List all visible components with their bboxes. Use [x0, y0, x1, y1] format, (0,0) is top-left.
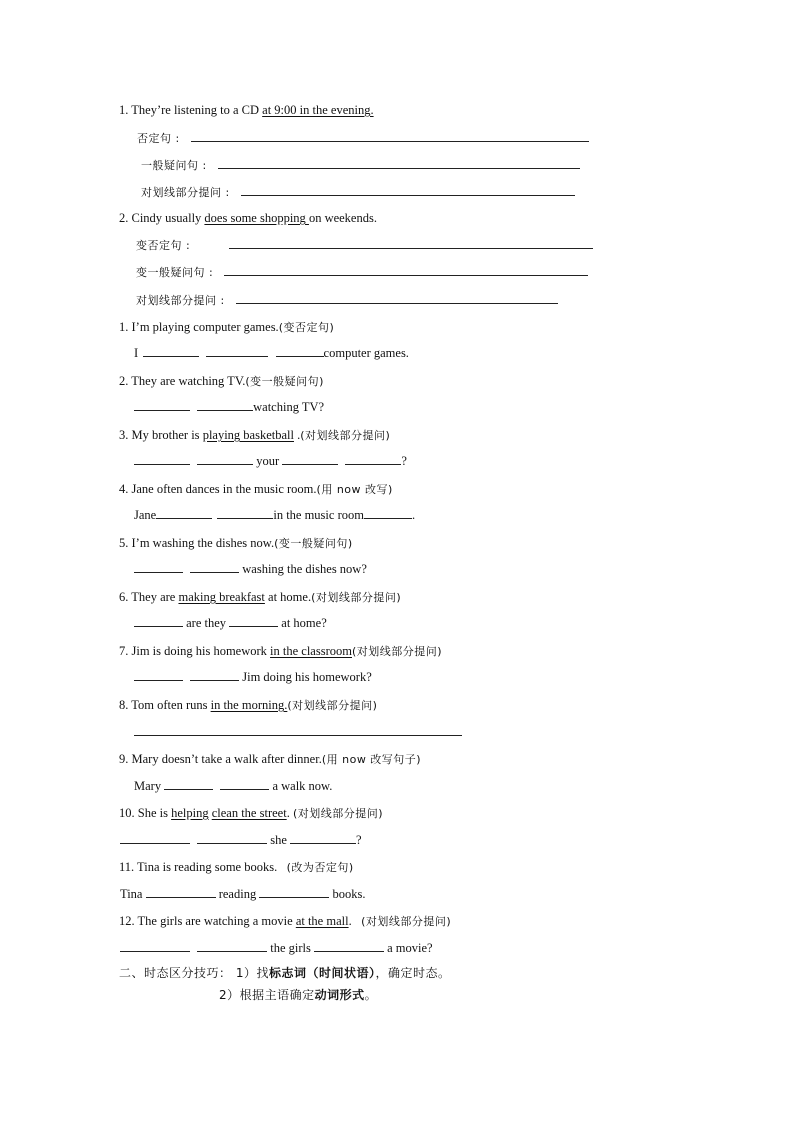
yes-no-label: 变一般疑问句 : [136, 266, 214, 279]
item-1-answer: I computer games. [134, 346, 409, 360]
wh-answer-row [136, 292, 558, 309]
item-2-answer: watching TV? [134, 399, 324, 415]
answer-blank[interactable] [120, 832, 190, 844]
item-12-answer: the girls a movie? [120, 940, 433, 956]
answer-blank[interactable] [120, 940, 190, 952]
answer-blank[interactable] [276, 345, 324, 357]
answer-line[interactable] [224, 264, 588, 276]
answer-line[interactable] [236, 292, 558, 304]
item-8-question: 8. Tom often runs in the morning.(对划线部分提问) [119, 698, 378, 712]
answer-blank[interactable] [217, 507, 273, 519]
item-3-answer: your ? [134, 453, 407, 469]
item-10-question: 10. She is helping clean the street. (对划线部分提问) [119, 806, 384, 820]
answer-blank[interactable] [134, 669, 183, 681]
answer-line[interactable] [229, 237, 593, 249]
answer-blank[interactable] [197, 399, 253, 411]
yes-no-answer-row [136, 264, 588, 281]
answer-blank[interactable] [364, 507, 412, 519]
answer-blank[interactable] [134, 453, 190, 465]
answer-line[interactable] [134, 724, 462, 736]
yes-no-answer-row [141, 157, 580, 174]
answer-blank[interactable] [290, 832, 356, 844]
answer-blank[interactable] [282, 453, 338, 465]
answer-line[interactable] [241, 184, 575, 196]
wh-answer-row [141, 184, 575, 201]
answer-blank[interactable] [190, 561, 239, 573]
answer-blank[interactable] [345, 453, 401, 465]
answer-blank[interactable] [134, 399, 190, 411]
answer-blank[interactable] [314, 940, 384, 952]
answer-blank[interactable] [259, 886, 329, 898]
answer-blank[interactable] [164, 778, 213, 790]
answer-blank[interactable] [143, 345, 199, 357]
answer-line[interactable] [218, 157, 580, 169]
item-10-answer: she ? [120, 832, 362, 848]
answer-line[interactable] [191, 130, 589, 142]
item-6-answer: are they at home? [134, 615, 327, 631]
wh-label: 对划线部分提问 : [141, 186, 230, 199]
item-1-question: 1. I’m playing computer games.(变否定句) [119, 320, 335, 334]
wh-label: 对划线部分提问 : [136, 294, 225, 307]
negative-answer-row [137, 130, 589, 147]
negative-answer-row [136, 237, 593, 254]
item-6-question: 6. They are making breakfast at home.(对划线部分提问) [119, 590, 402, 604]
answer-blank[interactable] [197, 453, 253, 465]
item-5-answer: washing the dishes now? [134, 561, 367, 577]
item-4-answer: Jane in the music room . [134, 508, 416, 522]
item-5-question: 5. I’m washing the dishes now.(变一般疑问句) [119, 536, 353, 550]
question-1-sentence: 1. They’re listening to a CD at 9:00 in the evening. [119, 103, 374, 117]
tense-tips-line-1: 二、时态区分技巧： 1）找标志词（时间状语），确定时态。 [119, 966, 451, 980]
item-7-answer: Jim doing his homework? [134, 669, 372, 685]
answer-blank[interactable] [197, 940, 267, 952]
answer-blank[interactable] [190, 669, 239, 681]
answer-blank[interactable] [156, 507, 212, 519]
item-3-question: 3. My brother is playing basketball .(对划线部分提问) [119, 428, 391, 442]
item-9-answer: Mary a walk now. [134, 779, 333, 793]
item-2-question: 2. They are watching TV.(变一般疑问句) [119, 374, 324, 388]
item-9-question: 9. Mary doesn’t take a walk after dinner.(用 now 改写句子) [119, 752, 422, 766]
item-8-answer [134, 724, 462, 740]
negative-label: 变否定句 : [136, 239, 191, 252]
item-7-question: 7. Jim is doing his homework in the classroom(对划线部分提问) [119, 644, 443, 658]
answer-blank[interactable] [229, 615, 278, 627]
item-11-answer: Tina reading books. [120, 887, 366, 901]
yes-no-label: 一般疑问句 : [141, 159, 207, 172]
answer-blank[interactable] [206, 345, 268, 357]
question-2-sentence: 2. Cindy usually does some shopping on weekends. [119, 211, 377, 225]
answer-blank[interactable] [134, 561, 183, 573]
answer-blank[interactable] [146, 886, 216, 898]
item-4-question: 4. Jane often dances in the music room.(用 now 改写) [119, 482, 393, 496]
item-11-question: 11. Tina is reading some books. (改为否定句) [119, 860, 354, 874]
answer-blank[interactable] [197, 832, 267, 844]
answer-blank[interactable] [220, 778, 269, 790]
tense-tips-line-2: 2）根据主语确定动词形式。 [219, 988, 378, 1002]
item-12-question: 12. The girls are watching a movie at the mall. (对划线部分提问) [119, 914, 452, 928]
negative-label: 否定句 : [137, 132, 180, 145]
answer-blank[interactable] [134, 615, 183, 627]
